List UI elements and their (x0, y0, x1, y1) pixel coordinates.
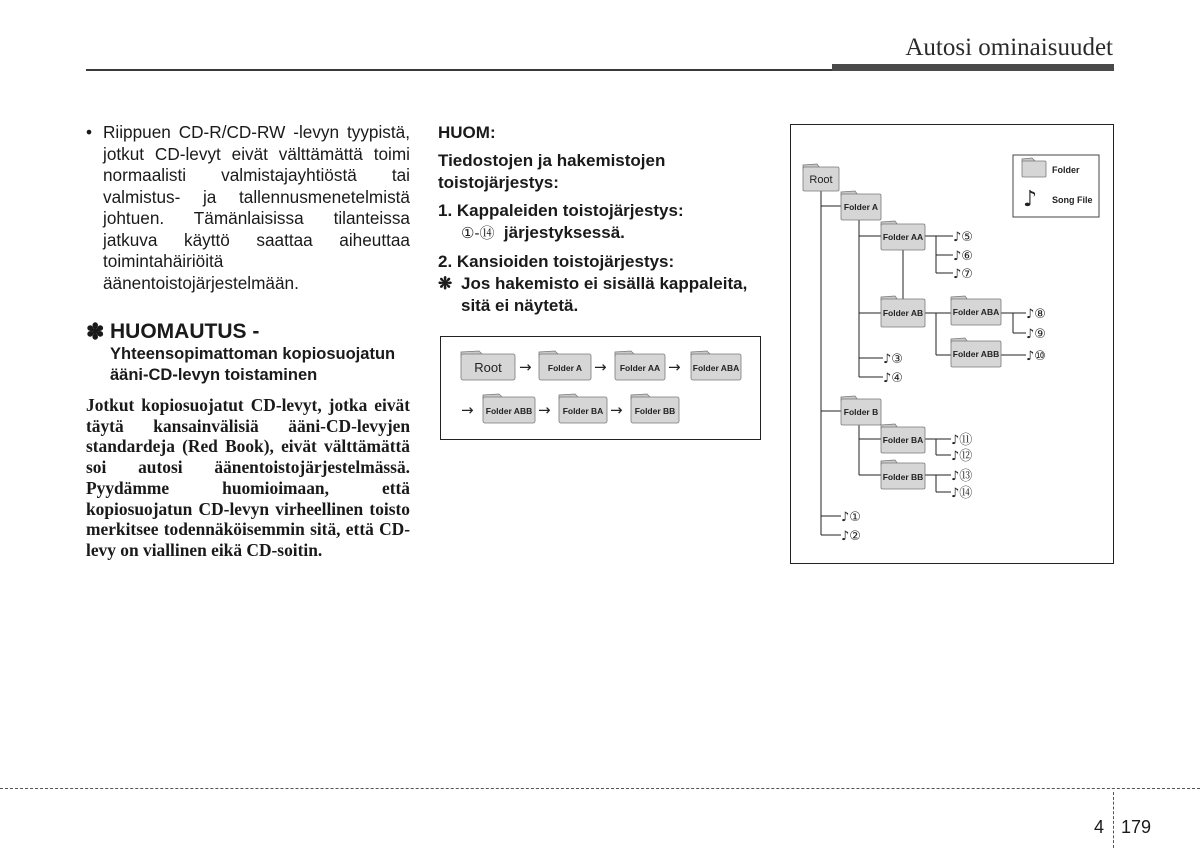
song-12: ♪⑫ (951, 449, 973, 464)
song-5: ♪⑤ (953, 230, 973, 245)
bullet-dot: • (86, 122, 93, 142)
song-6: ♪⑥ (953, 249, 973, 264)
tree-folder-aba (951, 296, 1001, 325)
song-7: ♪⑦ (953, 267, 973, 282)
middle-column (438, 122, 762, 317)
tree-folder-bb (881, 460, 925, 489)
section-title: Autosi ominaisuudet (905, 34, 1113, 61)
arrow: → (668, 358, 681, 376)
tree-folder-abb (951, 338, 1001, 367)
folder-abb (483, 394, 535, 423)
folder-order-diagram (440, 336, 761, 440)
tree-folder-ba (881, 424, 925, 453)
tree-folder-root (803, 164, 839, 191)
item3 (438, 273, 762, 317)
note-heading: HUOM: (438, 123, 496, 142)
folder-a (539, 351, 591, 380)
tree-label-folder-ba: Folder BA (882, 435, 924, 445)
legend-song-label: Song File (1052, 195, 1093, 205)
folder-bb (631, 394, 679, 423)
tree-label-root: Root (809, 174, 833, 186)
tree-folder-aa (881, 221, 925, 250)
arrow: → (610, 401, 623, 419)
asterisk-icon: ❋ (438, 274, 453, 293)
folder-aba (691, 351, 741, 380)
chapter-number: 4 (1094, 817, 1105, 837)
arrow: → (519, 358, 532, 376)
label-folder-a: Folder A (547, 363, 583, 373)
song-1: ♪① (841, 510, 861, 525)
bullet-text: Riippuen CD-R/CD-RW -levyn tyypistä, jotkut CD-levyt eivät välttämättä toimi normaalisti valmistajayhtiöstä tai valmistus- ja tallennusmenetelmistä johtuen. Tämänlaisissa tilanteissa jatkuva käyttö saattaa aiheuttaa toimintahäiriöitä äänentoistojärjestelmään. (103, 122, 410, 293)
tree-label-folder-aba: Folder ABA (952, 307, 1000, 317)
label-folder-ba: Folder BA (562, 406, 604, 416)
music-note-icon: ♪ (1023, 187, 1038, 212)
header-rule-accent (832, 64, 1114, 71)
label-folder-abb: Folder ABB (485, 406, 533, 416)
tree-label-folder-bb: Folder BB (882, 472, 924, 482)
tree-folder-ab (881, 296, 925, 327)
footer-divider (0, 788, 1200, 789)
asterisk-icon: ✽ (86, 319, 105, 344)
item1-title: 1. Kappaleiden toistojärjestys: (438, 201, 684, 220)
tree-label-folder-b: Folder B (843, 407, 879, 417)
note-label: HUOMAUTUS - (110, 320, 260, 343)
item1-line (438, 222, 762, 245)
song-4: ♪④ (883, 371, 903, 386)
folder-order-svg (441, 337, 762, 441)
song-10: ♪⑩ (1026, 349, 1046, 364)
label-root: Root (474, 360, 502, 375)
item2-title: 2. Kansioiden toistojärjestys: (438, 252, 675, 271)
song-8: ♪⑧ (1026, 307, 1046, 322)
tree-label-folder-abb: Folder ABB (952, 349, 1000, 359)
arrow: → (538, 401, 551, 419)
song-2: ♪② (841, 529, 861, 544)
legend (1013, 155, 1099, 217)
label-folder-aba: Folder ABA (692, 363, 740, 373)
folder-tree-svg (791, 125, 1115, 565)
song-9: ♪⑨ (1026, 327, 1046, 342)
arrow: → (461, 401, 474, 419)
song-3: ♪③ (883, 352, 903, 367)
item1-text: järjestyksessä. (503, 223, 625, 242)
arrow: → (594, 358, 607, 376)
tree-folder-b (841, 396, 881, 425)
label-folder-aa: Folder AA (619, 363, 661, 373)
tree-label-folder-ab: Folder AB (882, 308, 924, 318)
tree-label-folder-a: Folder A (843, 202, 879, 212)
song-14: ♪⑭ (951, 486, 973, 501)
note-subheading: Tiedostojen ja hakemistojen toistojärjestys: (438, 151, 666, 192)
item3-text: Jos hakemisto ei sisällä kappaleita, sitä ei näytetä. (461, 274, 748, 315)
bullet-item (86, 122, 410, 294)
label-folder-bb: Folder BB (634, 406, 676, 416)
folder-root (461, 351, 515, 380)
item1-range: ①-⑭ (461, 225, 495, 242)
tree-folder-a (841, 191, 881, 220)
footer-vertical-divider (1113, 792, 1114, 848)
folder-icon (1022, 161, 1046, 177)
song-11: ♪⑪ (951, 433, 973, 448)
legend-folder-label: Folder (1052, 165, 1080, 175)
left-column (86, 122, 410, 561)
note-title (86, 321, 410, 386)
song-13: ♪⑬ (951, 469, 973, 484)
page-number: 179 (1121, 817, 1152, 837)
folder-aa (615, 351, 665, 380)
song-files (841, 230, 1046, 544)
note-body: Jotkut kopiosuojatut CD-levyt, jotka eivät täytä kansainvälisiä ääni-CD-levyjen standardeja (Red Book), eivät välttämättä soi autosi äänentoistojärjestelmässä. Pyydämme huomioimaan, että kopiosuojatun CD-levyn virheellinen toisto merkitsee todennäköisemmin sitä, että CD-levy on viallinen eikä CD-soitin. (86, 395, 410, 560)
tree-label-folder-aa: Folder AA (882, 232, 924, 242)
folder-ba (559, 394, 607, 423)
folder-tree-diagram (790, 124, 1114, 564)
note-subtitle: Yhteensopimattoman kopiosuojatun ääni-CD-levyn toistaminen (110, 345, 396, 384)
